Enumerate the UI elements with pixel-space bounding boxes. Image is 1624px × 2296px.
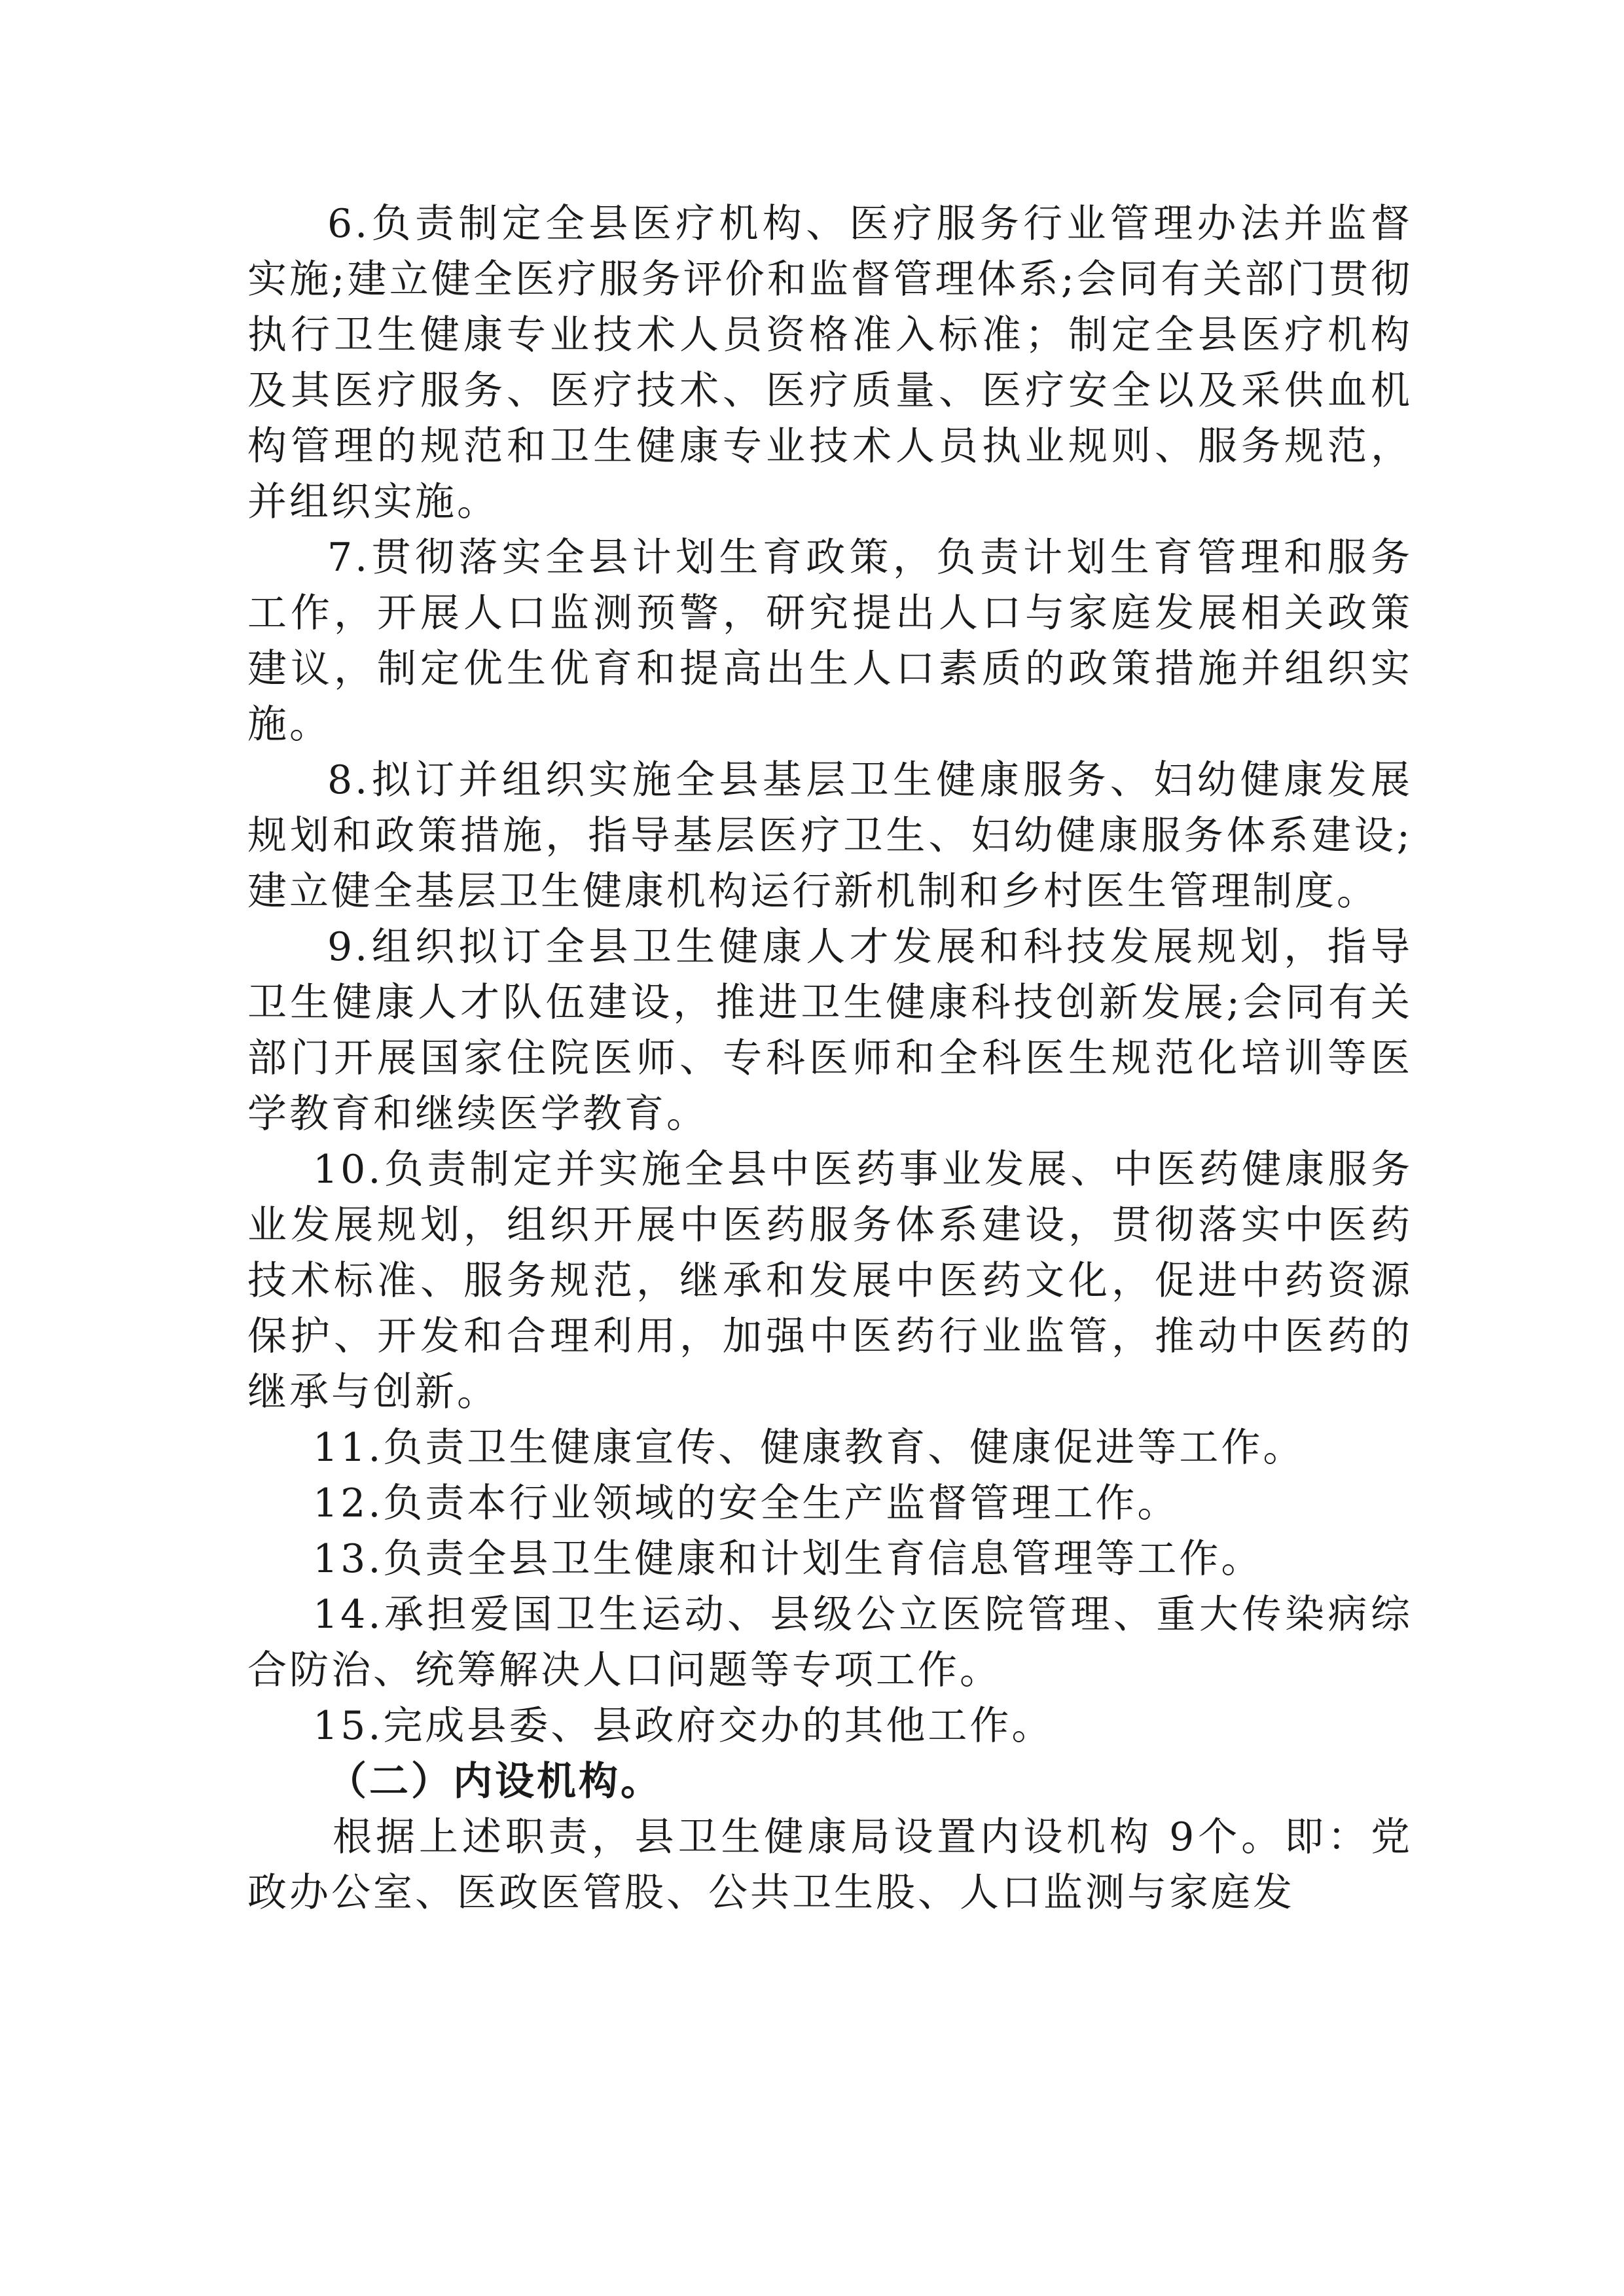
paragraph-item-7: 7.贯彻落实全县计划生育政策，负责计划生育管理和服务工作，开展人口监测预警，研究提出人口与家庭发展相关政策建议，制定优生优育和提高出生人口素质的政策措施并组织实施。 — [247, 535, 1413, 747]
paragraph-item-8: 8.拟订并组织实施全县基层卫生健康服务、妇幼健康发展规划和政策措施，指导基层医疗卫生、妇幼健康服务体系建设;建立健全基层卫生健康机构运行新机制和乡村医生管理制度。 — [247, 757, 1413, 914]
paragraph-item-15: 15.完成县委、县政府交办的其他工作。 — [313, 1703, 1054, 1749]
paragraph-item-10: 10.负责制定并实施全县中医药事业发展、中医药健康服务业发展规划，组织开展中医药服务体系建设，贯彻落实中医药技术标准、服务规范，继承和发展中医药文化，促进中药资源保护、开发和合理利用，加强中医药行业监管，推动中医药的继承与创新。 — [247, 1147, 1413, 1415]
paragraph-item-6: 6.负责制定全县医疗机构、医疗服务行业管理办法并监督实施;建立健全医疗服务评价和监督管理体系;会同有关部门贯彻执行卫生健康专业技术人员资格准入标准；制定全县医疗机构及其医疗服务、医疗技术、医疗质量、医疗安全以及采供血机构管理的规范和卫生健康专业技术人员执业规则、服务规范，并组织实施。 — [247, 201, 1413, 525]
paragraph-item-14: 14.承担爱国卫生运动、县级公立医院管理、重大传染病综合防治、统筹解决人口问题等专项工作。 — [247, 1592, 1413, 1693]
paragraph-item-13: 13.负责全县卫生健康和计划生育信息管理等工作。 — [313, 1536, 1263, 1582]
section-heading: （二）内设机构。 — [327, 1759, 662, 1804]
paragraph-item-9: 9.组织拟订全县卫生健康人才发展和科技发展规划，指导卫生健康人才队伍建设，推进卫生健康科技创新发展;会同有关部门开展国家住院医师、专科医师和全科医生规范化培训等医学教育和继续医学教育。 — [247, 924, 1413, 1137]
closing-paragraph: 根据上述职责，县卫生健康局设置内设机构 9个。即：党政办公室、医政医管股、公共卫生股、人口监测与家庭发 — [247, 1814, 1413, 1916]
paragraph-item-11: 11.负责卫生健康宣传、健康教育、健康促进等工作。 — [313, 1425, 1305, 1471]
document-body — [247, 196, 1413, 1921]
paragraph-item-12: 12.负责本行业领域的安全生产监督管理工作。 — [313, 1480, 1180, 1526]
